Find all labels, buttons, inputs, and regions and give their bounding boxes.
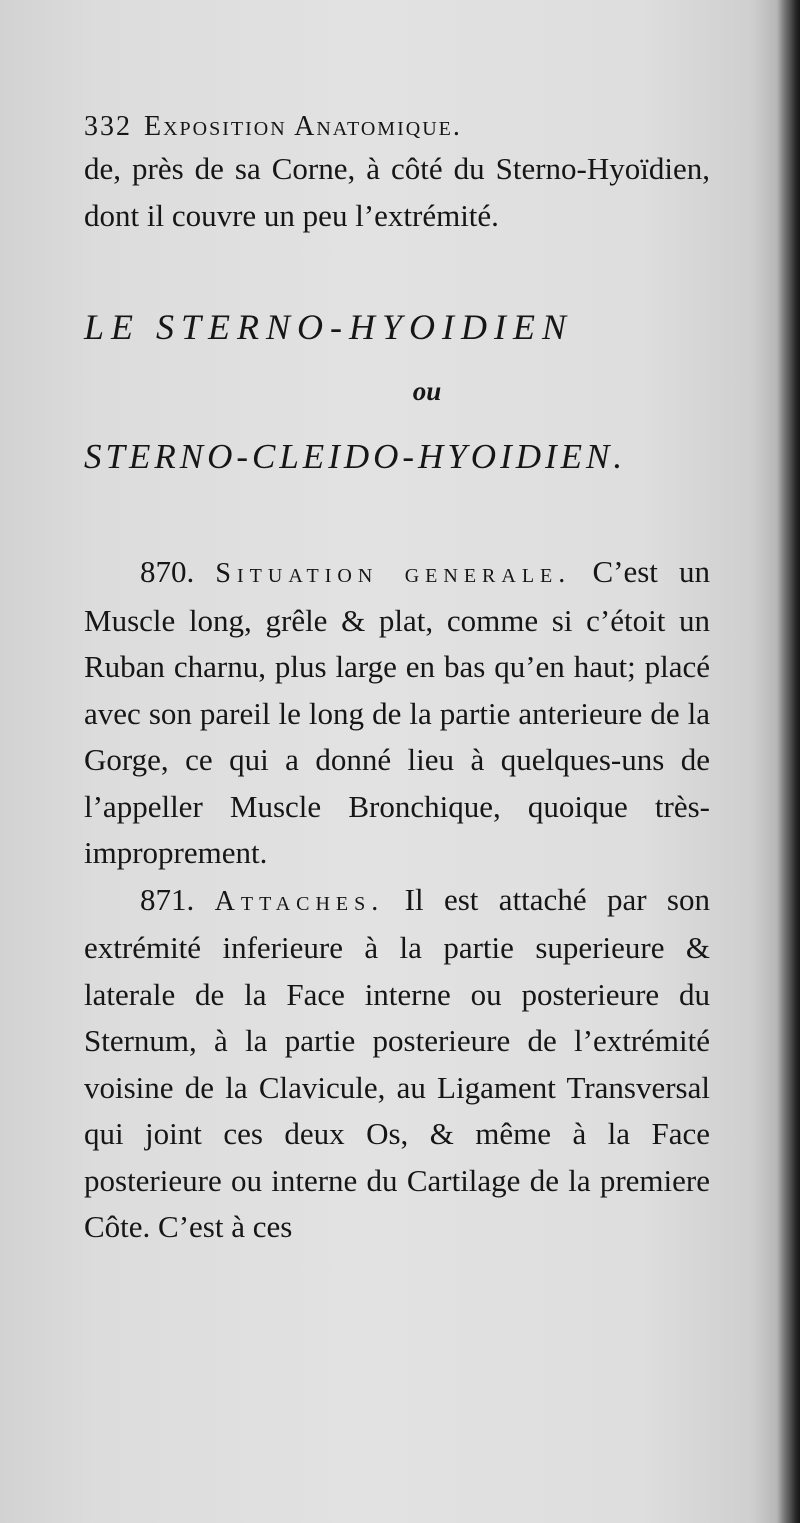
binding-shadow [778, 0, 800, 1523]
section-heading-conjunction: ou [412, 376, 442, 406]
paragraph-text: Il est attaché par son extrémité inferieure à la partie superieure & laterale de la Face interne ou posterieure du Sternum, à la partie posterieure de l’extrémité voisine de la Clavicule, au Ligament Transversal qui joint ces deux Os, & même à la Face posterieure ou interne du Cartilage de la premiere Côte. C’est à ces [84, 881, 710, 1244]
paragraph-870 [84, 549, 710, 877]
carryover-paragraph: de, près de sa Corne, à côté du Sterno-Hyoïdien, dont il couvre un peu l’extrémité. [84, 151, 710, 233]
paragraph-label: Situation generale. [215, 558, 572, 589]
paragraph-text: C’est un Muscle long, grêle & plat, comme si c’étoit un Ruban charnu, plus large en bas qu’en haut; placé avec son pareil le long de la partie anterieure de la Gorge, ce qui a donné lieu à quelques-uns de l’appeller Muscle Bronchique, quoique très-improprement. [84, 554, 711, 870]
page-text-block [84, 104, 710, 1251]
paragraph-871 [84, 877, 710, 1251]
running-head [84, 104, 710, 150]
section-heading-alternate: STERNO-CLEIDO-HYOIDIEN. [84, 437, 627, 476]
paragraph-number: 870. [140, 554, 195, 589]
page-number: 332 [84, 111, 132, 142]
paragraph-label: Attaches. [214, 885, 385, 917]
running-head-title: Exposition Anatomique. [144, 111, 462, 142]
paragraph-number: 871. [140, 881, 195, 917]
section-heading-primary: LE STERNO-HYOIDIEN [84, 307, 574, 347]
